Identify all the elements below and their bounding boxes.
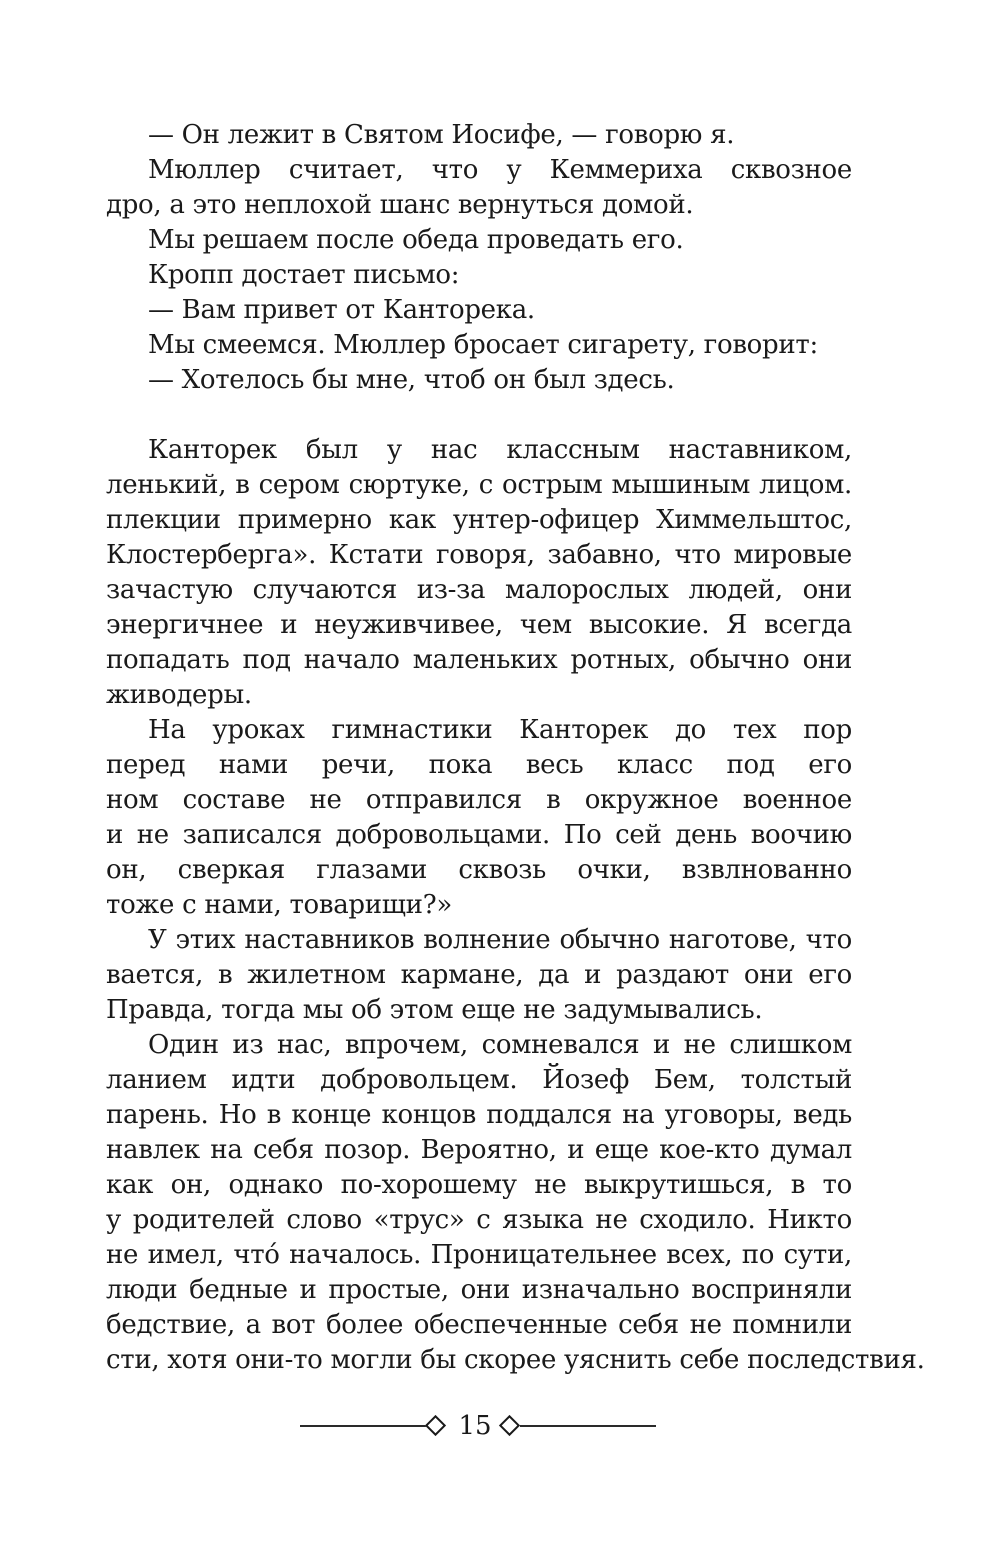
- text-line: зачастую случаются из-за малорослых людей, они: [106, 575, 852, 605]
- text-line: Кропп достает письмо:: [148, 260, 460, 290]
- text-line: Клостерберга». Кстати говоря, забавно, что мировые: [106, 540, 852, 570]
- page-number: 15: [458, 1411, 492, 1441]
- text-line: у родителей слово «трус» с языка не сходило. Никто: [106, 1205, 852, 1235]
- text-line: он, сверкая глазами сквозь очки, взвлнованно: [106, 855, 852, 885]
- text-line: дро, а это неплохой шанс вернуться домой.: [106, 190, 694, 220]
- text-line: люди бедные и простые, они изначально восприняли: [106, 1275, 852, 1305]
- text-line: На уроках гимнастики Канторек до тех пор: [148, 715, 852, 745]
- text-line: Один из нас, впрочем, сомневался и не слишком: [148, 1030, 852, 1060]
- text-line: тоже с нами, товарищи?»: [106, 890, 452, 920]
- text-line: Канторек был у нас классным наставником,: [148, 435, 852, 465]
- text-line: ленький, в сером сюртуке, с острым мышиным лицом.: [106, 470, 852, 500]
- body-text: [106, 118, 925, 1378]
- text-line: У этих наставников волнение обычно наготове, что: [148, 925, 852, 955]
- right-rule: [520, 1425, 656, 1427]
- page-footer: [0, 1404, 1000, 1448]
- diamond-ornament-icon: [425, 1415, 446, 1436]
- text-line: парень. Но в конце концов поддался на уговоры, ведь: [106, 1100, 852, 1130]
- text-line: бедствие, а вот более обеспеченные себя не помнили: [106, 1310, 852, 1340]
- text-line: — Хотелось бы мне, чтоб он был здесь.: [148, 365, 675, 395]
- text-line: Мы смеемся. Мюллер бросает сигарету, говорит:: [148, 330, 818, 360]
- text-line: вается, в жилетном кармане, да и раздают они его: [106, 960, 852, 990]
- text-line: Мы решаем после обеда проведать его.: [148, 225, 684, 255]
- text-line: Мюллер считает, что у Кеммериха сквозное: [148, 155, 852, 185]
- text-line: перед нами речи, пока весь класс под его: [106, 750, 852, 780]
- text-line: ном составе не отправился в окружное военное: [106, 785, 852, 815]
- left-rule: [300, 1425, 428, 1427]
- text-line: и не записался добровольцами. По сей день воочию: [106, 820, 852, 850]
- diamond-ornament-icon: [499, 1415, 520, 1436]
- text-line: Правда, тогда мы об этом еще не задумывались.: [106, 995, 763, 1025]
- text-line: навлек на себя позор. Вероятно, и еще кое-кто думал: [106, 1135, 852, 1165]
- text-line: — Вам привет от Канторека.: [148, 295, 535, 325]
- text-line: попадать под начало маленьких ротных, обычно они: [106, 645, 852, 675]
- section-break: [106, 398, 852, 433]
- text-line: как он, однако по-хорошему не выкрутишься, в то: [106, 1170, 852, 1200]
- text-line: не имел, чтó началось. Проницательнее всех, по сути,: [106, 1240, 852, 1270]
- text-line: — Он лежит в Святом Иосифе, — говорю я.: [148, 120, 735, 150]
- text-line: ланием идти добровольцем. Йозеф Бем, толстый: [106, 1065, 852, 1095]
- text-line: плекции примерно как унтер-офицер Химмельштос,: [106, 505, 852, 535]
- text-line: энергичнее и неуживчивее, чем высокие. Я всегда: [106, 610, 852, 640]
- text-line: живодеры.: [106, 680, 252, 710]
- text-line: сти, хотя они-то могли бы скорее уяснить себе последствия.: [106, 1345, 925, 1375]
